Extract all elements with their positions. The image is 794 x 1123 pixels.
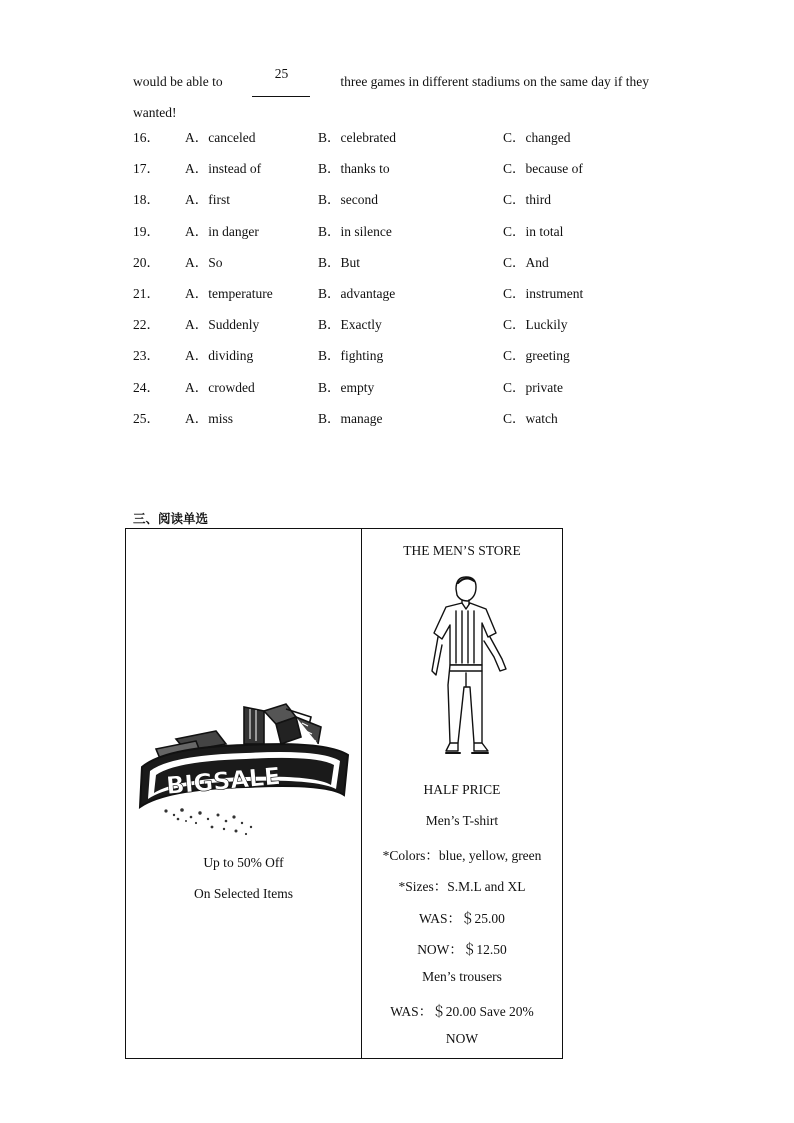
passage-line-2: wanted! xyxy=(133,105,177,120)
option-c: C．instrument xyxy=(503,285,584,301)
option-b: B．in silence xyxy=(318,223,392,239)
option-a: A．canceled xyxy=(185,130,256,145)
sign-text: BIGSALE xyxy=(165,762,282,800)
option-a: A．in danger xyxy=(185,223,259,239)
option-b: B．advantage xyxy=(318,285,396,301)
mens-store-ad xyxy=(362,529,562,1058)
option-b: B．Exactly xyxy=(318,317,382,333)
store-name: THE MEN’S STORE xyxy=(403,543,521,558)
question-number: 23． xyxy=(133,348,160,364)
tshirt-title: Men’s T-shirt xyxy=(425,813,499,828)
option-b: B．empty xyxy=(318,379,375,395)
passage-line-1 xyxy=(133,66,649,97)
question-number: 24． xyxy=(133,379,160,395)
option-b: B．second xyxy=(318,192,378,208)
passage-text-after-blank: three games in different stadiums on the same day if they xyxy=(340,74,649,89)
option-c: C．because of xyxy=(503,161,583,177)
advertisement-table xyxy=(125,528,563,1059)
question-number: 22． xyxy=(133,317,160,333)
option-c: C．watch xyxy=(503,410,558,426)
option-c: C．greeting xyxy=(503,348,570,364)
question-number: 16． xyxy=(133,130,160,145)
blank-25: 25 xyxy=(252,66,310,97)
question-number: 18． xyxy=(133,192,160,208)
question-number: 25． xyxy=(133,410,160,426)
option-b: B．manage xyxy=(318,410,383,426)
question-number: 19． xyxy=(133,223,160,239)
sign-shadow-texture xyxy=(164,808,252,835)
option-a: A．temperature xyxy=(185,285,273,301)
option-c: C．third xyxy=(503,192,552,208)
option-a: A．So xyxy=(185,254,223,270)
man-figure-illustration xyxy=(416,575,516,765)
option-c: C．changed xyxy=(503,130,571,145)
question-number: 17． xyxy=(133,161,160,177)
passage-text-before-blank: would be able to xyxy=(133,74,223,89)
option-b: B．But xyxy=(318,254,361,270)
option-c: C．Luckily xyxy=(503,317,568,333)
option-a: A．first xyxy=(185,192,230,208)
option-b: B．thanks to xyxy=(318,161,390,177)
trousers-title: Men’s trousers xyxy=(422,969,502,984)
question-number: 20． xyxy=(133,254,160,270)
tshirt-sizes: *Sizes：S.M.L and XL xyxy=(398,879,526,894)
trousers-now-price: NOW xyxy=(445,1031,479,1046)
selected-items-text: On Selected Items xyxy=(194,886,293,901)
tshirt-now-price: NOW：＄12.50 xyxy=(417,942,507,957)
option-a: A．dividing xyxy=(185,348,254,364)
option-a: A．crowded xyxy=(185,379,255,395)
question-number: 21． xyxy=(133,285,160,301)
option-a: A．instead of xyxy=(185,161,262,177)
option-a: A．miss xyxy=(185,410,234,426)
option-a: A．Suddenly xyxy=(185,317,260,333)
option-b: B．celebrated xyxy=(318,130,396,145)
trousers-was-price: WAS：＄20.00 Save 20% xyxy=(390,1004,534,1019)
option-b: B．fighting xyxy=(318,348,384,364)
cloze-passage-end xyxy=(133,66,649,128)
tshirt-was-price: WAS：＄25.00 xyxy=(419,911,505,926)
discount-text: Up to 50% Off xyxy=(203,855,284,870)
big-sale-ad xyxy=(126,529,361,1058)
half-price-label: HALF PRICE xyxy=(423,782,501,797)
section-title: 三、阅读单选 xyxy=(133,511,209,526)
option-c: C．private xyxy=(503,379,563,395)
tshirt-colors: *Colors：blue, yellow, green xyxy=(382,848,542,863)
option-c: C．in total xyxy=(503,223,564,239)
option-c: C．And xyxy=(503,254,549,270)
big-sale-sign-graphic xyxy=(136,689,351,839)
